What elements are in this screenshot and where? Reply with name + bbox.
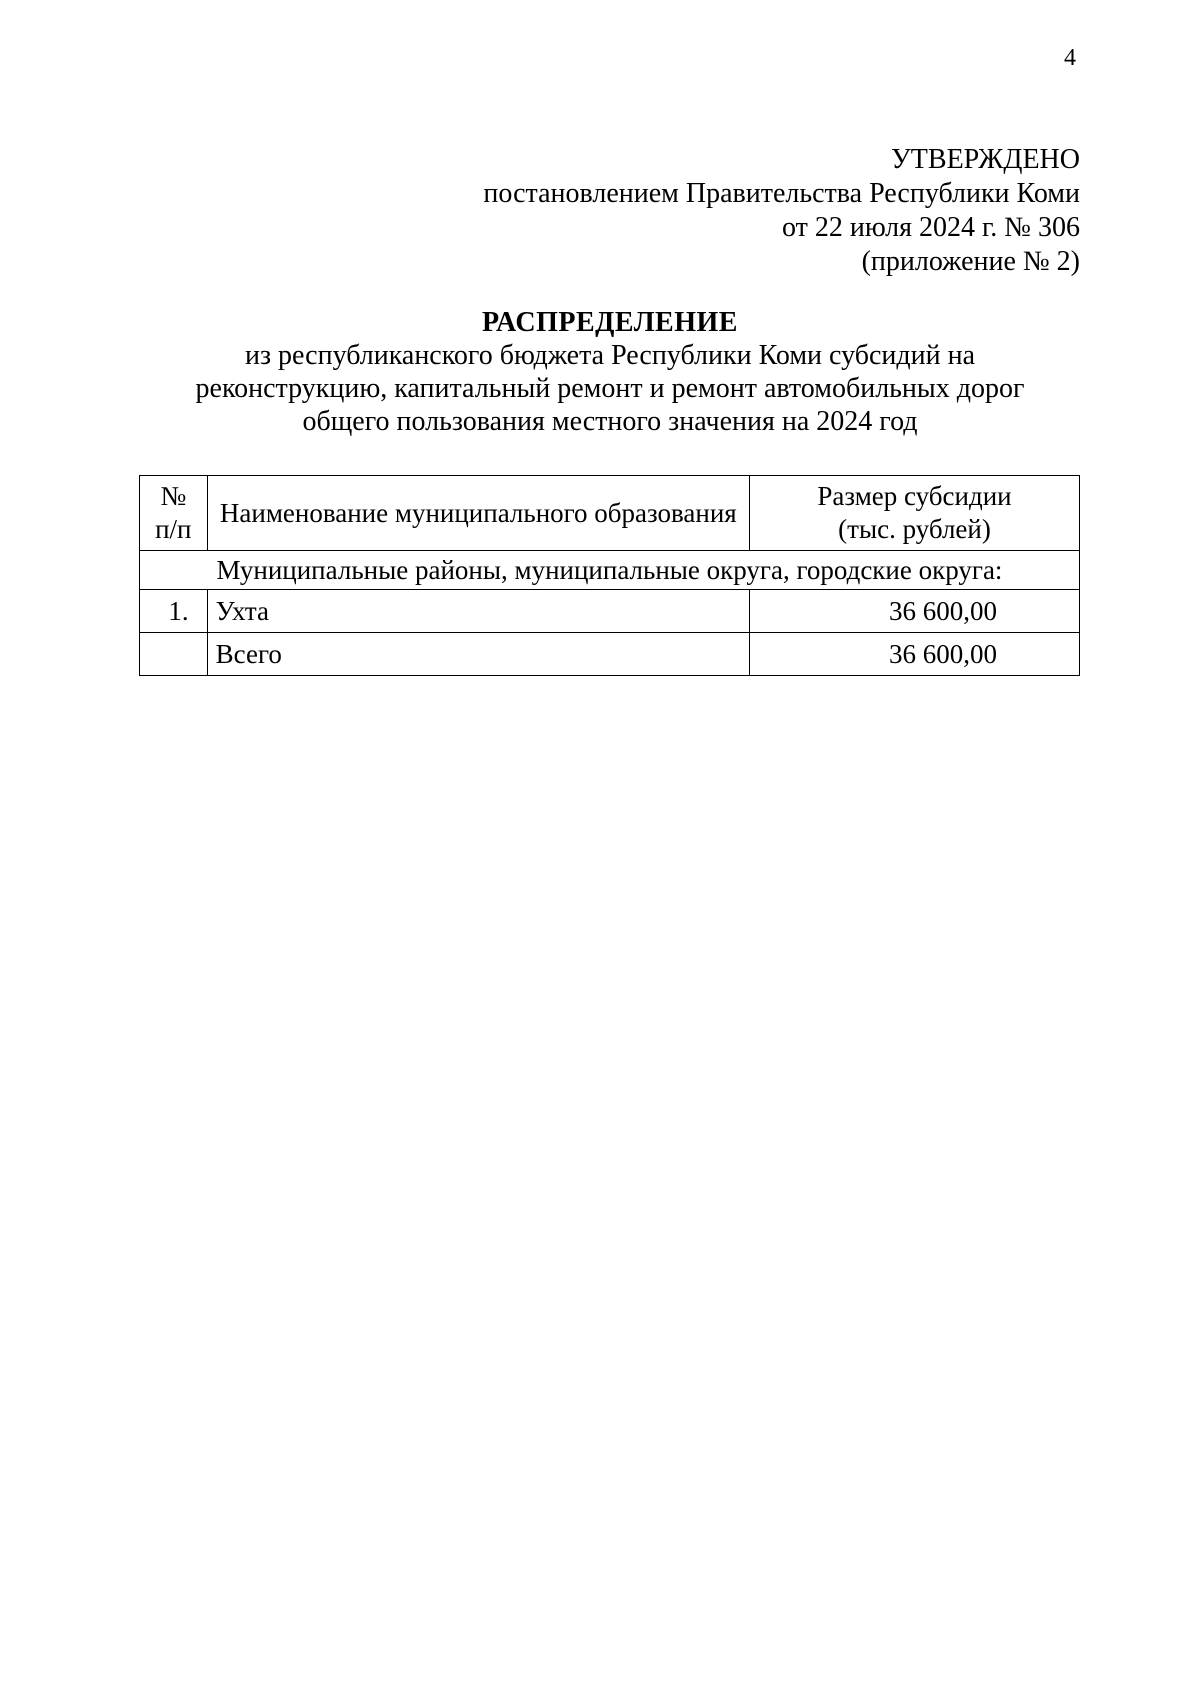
allocation-table (139, 475, 1080, 676)
group-label: Муниципальные районы, муниципальные округа, городские округа: (140, 551, 1080, 590)
total-row-number (140, 633, 208, 676)
header-number-symbol: № (160, 481, 187, 511)
page-number: 4 (1064, 45, 1076, 71)
approval-date-number: от 22 июля 2024 г. № 306 (782, 212, 1080, 243)
row-municipality: Ухта (207, 590, 749, 633)
header-number (140, 476, 208, 551)
header-number-abbr: п/п (155, 514, 192, 544)
row-number: 1. (140, 590, 208, 633)
header-municipality: Наименование муниципального образования (207, 476, 749, 551)
approval-stamp (483, 143, 1080, 279)
document-title-block (140, 306, 1080, 438)
document-title: РАСПРЕДЕЛЕНИЕ (482, 307, 738, 338)
approval-appendix: (приложение № 2) (861, 246, 1080, 277)
document-subtitle-line-3: общего пользования местного значения на 2024 год (302, 406, 918, 437)
approval-heading: УТВЕРЖДЕНО (890, 144, 1080, 175)
total-row-label: Всего (207, 633, 749, 676)
table-header-row (140, 476, 1080, 551)
total-row-amount: 36 600,00 (750, 633, 1080, 676)
header-subsidy-amount (750, 476, 1080, 551)
approval-issuer: постановлением Правительства Республики Коми (483, 178, 1080, 209)
document-subtitle-line-2: реконструкцию, капитальный ремонт и ремонт автомобильных дорог (195, 373, 1025, 404)
header-amount-unit: (тыс. рублей) (838, 514, 991, 544)
row-amount: 36 600,00 (750, 590, 1080, 633)
table-group-row (140, 551, 1080, 590)
document-subtitle-line-1: из республиканского бюджета Республики Коми субсидий на (245, 340, 975, 371)
table-row (140, 590, 1080, 633)
header-amount-label: Размер субсидии (817, 481, 1012, 511)
table-total-row (140, 633, 1080, 676)
